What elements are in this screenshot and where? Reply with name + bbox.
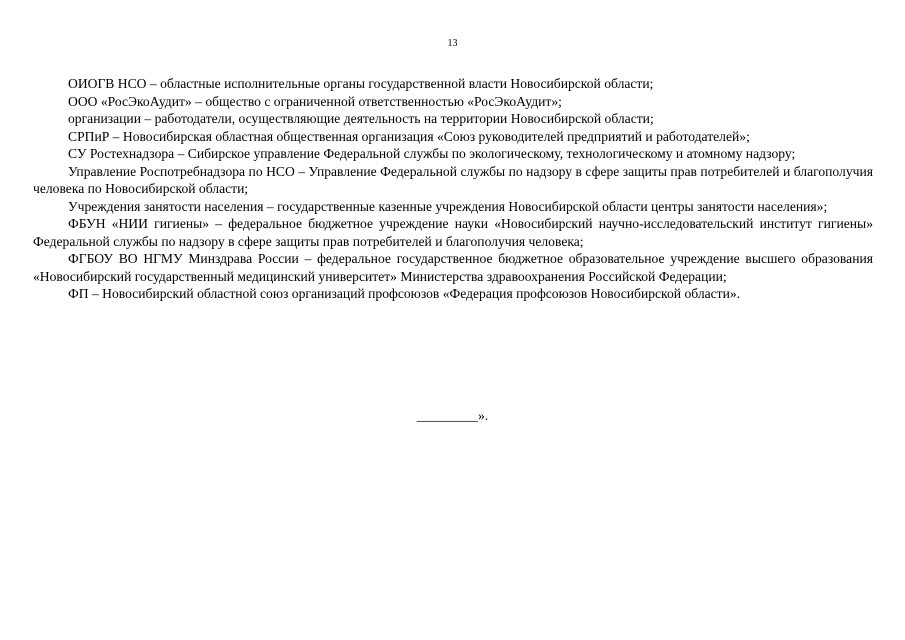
abbreviation-item-employment-centers: Учреждения занятости населения – государственные казенные учреждения Новосибирской области центры занятости населения»; — [68, 198, 828, 214]
closing-line: _________». — [416, 408, 489, 423]
abbreviation-item-fgbou-ngmu: ФГБОУ ВО НГМУ Минздрава России – федеральное государственное бюджетное образовательное учреждение высшего образования «Новосибирский государственный медицинский университет» Министерства здравоохранения Российской Федерации; — [33, 251, 873, 284]
abbreviation-item-fp: ФП – Новосибирский областной союз организаций профсоюзов «Федерация профсоюзов Новосибирской области». — [68, 286, 741, 301]
abbreviation-item-rosecoaudit: ООО «РосЭкоАудит» – общество с ограниченной ответственностью «РосЭкоАудит»; — [68, 93, 562, 109]
abbreviation-item-rospotrebnadzor: Управление Роспотребнадзора по НСО – Управление Федеральной службы по надзору в сфере защиты прав потребителей и благополучия человека по Новосибирской области; — [33, 163, 873, 196]
abbreviation-item-rostekhnadzor: СУ Ростехнадзора – Сибирское управление Федеральной службы по экологическому, технологическому и атомному надзору; — [68, 146, 796, 161]
abbreviation-item-organizations: организации – работодатели, осуществляющие деятельность на территории Новосибирской области; — [68, 111, 654, 126]
page-number: 13 — [447, 38, 458, 49]
abbreviation-list — [33, 75, 873, 303]
abbreviation-item-oiogv: ОИОГВ НСО – областные исполнительные органы государственной власти Новосибирской области; — [68, 76, 654, 91]
abbreviation-item-fbun-nii: ФБУН «НИИ гигиены» – федеральное бюджетное учреждение науки «Новосибирский научно-исследовательский институт гигиены» Федеральной службы по надзору в сфере защиты прав потребителей и благополучия человека; — [33, 216, 873, 249]
abbreviation-item-srpir: СРПиР – Новосибирская областная общественная организация «Союз руководителей предприятий и работодателей»; — [68, 128, 750, 144]
